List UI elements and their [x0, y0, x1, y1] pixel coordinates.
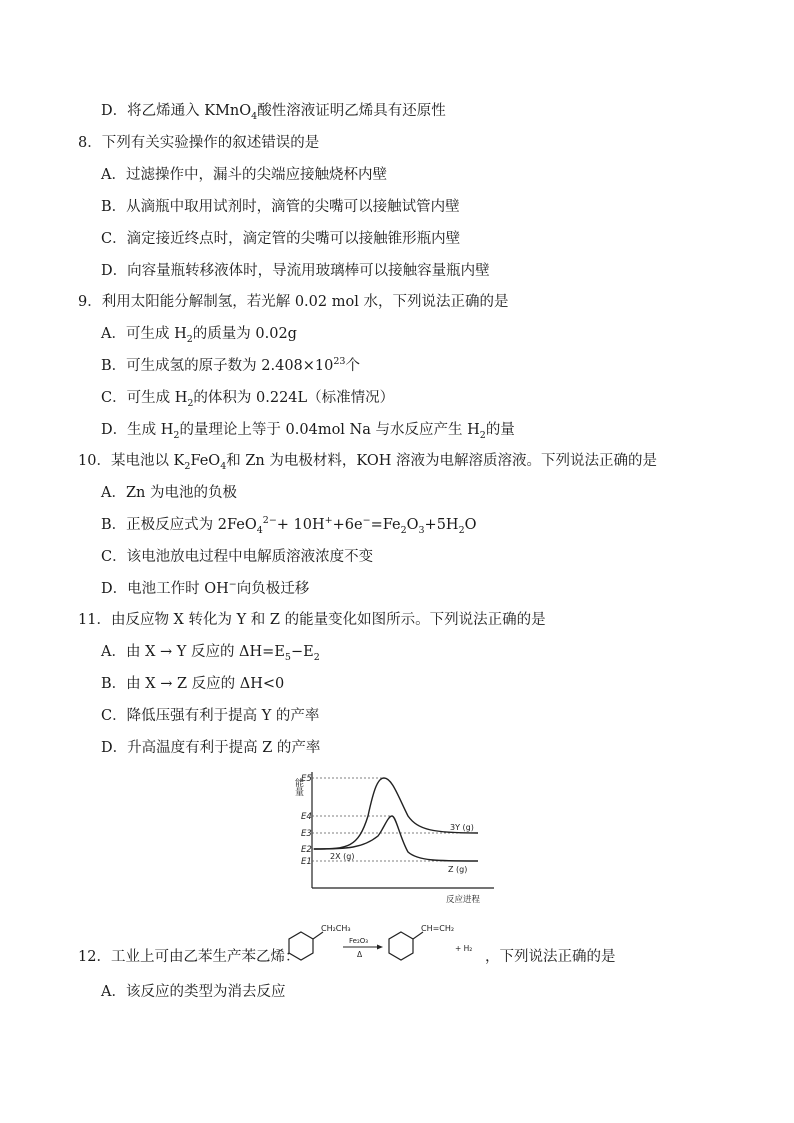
benzene-ring-product — [389, 932, 413, 960]
q12-option-a: A．该反应的类型为消去反应 — [101, 984, 286, 1000]
q8-option-c: C．滴定接近终点时，滴定管的尖嘴可以接触锥形瓶内壁 — [101, 231, 461, 247]
q11-option-b: B．由 X → Z 反应的 ΔH<0 — [101, 676, 285, 692]
ethylbenzene-dehydrogenation-equation — [283, 920, 483, 972]
energy-profile-diagram — [278, 766, 500, 908]
e2-label: E2 — [301, 845, 312, 855]
x-to-y-curve — [314, 778, 478, 849]
question-8-stem: 8．下列有关实验操作的叙述错误的是 — [78, 135, 320, 151]
vinyl-group-label: CH=CH₂ — [421, 924, 455, 933]
e5-label: E5 — [301, 774, 312, 784]
q11-option-c: C．降低压强有利于提高 Y 的产率 — [101, 708, 320, 724]
question-12-tail: ，下列说法正确的是 — [485, 949, 616, 965]
question-9-stem: 9．利用太阳能分解制氢，若光解 0.02 mol 水，下列说法正确的是 — [78, 294, 509, 310]
e3-label: E3 — [301, 829, 312, 839]
q11-option-a: A．由 X → Y 反应的 $\Delta H=E_5-E_2$ — [101, 644, 320, 663]
q8-option-a: A．过滤操作中，漏斗的尖端应接触烧杯内壁 — [101, 167, 387, 183]
q8-option-d: D．向容量瓶转移液体时，导流用玻璃棒可以接触容量瓶内壁 — [101, 263, 490, 279]
y-axis-label: 能量 — [293, 778, 303, 796]
q9-option-d: D．生成 $H_2$的量理论上等于 0.04mol Na 与水反应产生 $H_2$的量 — [101, 422, 515, 441]
ethyl-group-label: CH₂CH₃ — [321, 924, 351, 933]
label-2x: 2X (g) — [330, 852, 355, 861]
benzene-ring-reactant — [289, 932, 313, 960]
q9-option-b: B．可生成氢的原子数为 $2.408\times 10^{23}$个 — [101, 356, 360, 374]
catalyst-label: Fe₂O₃ — [349, 937, 369, 945]
x-axis-label: 反应进程 — [446, 895, 481, 905]
heat-label: Δ — [357, 950, 363, 959]
label-3y: 3Y (g) — [450, 823, 474, 832]
label-z: Z (g) — [448, 865, 468, 874]
e4-label: E4 — [301, 812, 312, 822]
q10-option-c: C．该电池放电过程中电解质溶液浓度不变 — [101, 549, 374, 565]
e1-label: E1 — [301, 857, 312, 867]
q9-option-a: A．可生成 $H_2$的质量为 0.02g — [101, 326, 297, 345]
q8-option-b: B．从滴瓶中取用试剂时，滴管的尖嘴可以接触试管内壁 — [101, 199, 460, 215]
q10-option-a: A．Zn 为电池的负极 — [101, 485, 237, 501]
q9-option-c: C．可生成 $H_2$的体积为 0.224L（标准情况） — [101, 390, 395, 409]
question-10-stem: 10．某电池以 $K_2FeO_4$和 Zn 为电极材料，KOH 溶液为电解溶质溶液。下列说法正确的是 — [78, 453, 657, 472]
q7-option-d: D．将乙烯通入 KMnO$_4$酸性溶液证明乙烯具有还原性 — [101, 103, 446, 122]
hydrogen-byproduct: + H₂ — [455, 944, 473, 953]
q10-option-b: B．正极反应式为 $2FeO_4^{2-}+ 10H^++6e^-=Fe_2O_3+5H_2O$ — [101, 515, 477, 536]
q10-option-d: D．电池工作时 OH−向负极迁移 — [101, 579, 310, 597]
question-11-stem: 11．由反应物 X 转化为 Y 和 Z 的能量变化如图所示。下列说法正确的是 — [78, 612, 546, 628]
q11-option-d: D．升高温度有利于提高 Z 的产率 — [101, 740, 321, 756]
question-12-stem: 12．工业上可由乙苯生产苯乙烯： — [78, 949, 300, 965]
